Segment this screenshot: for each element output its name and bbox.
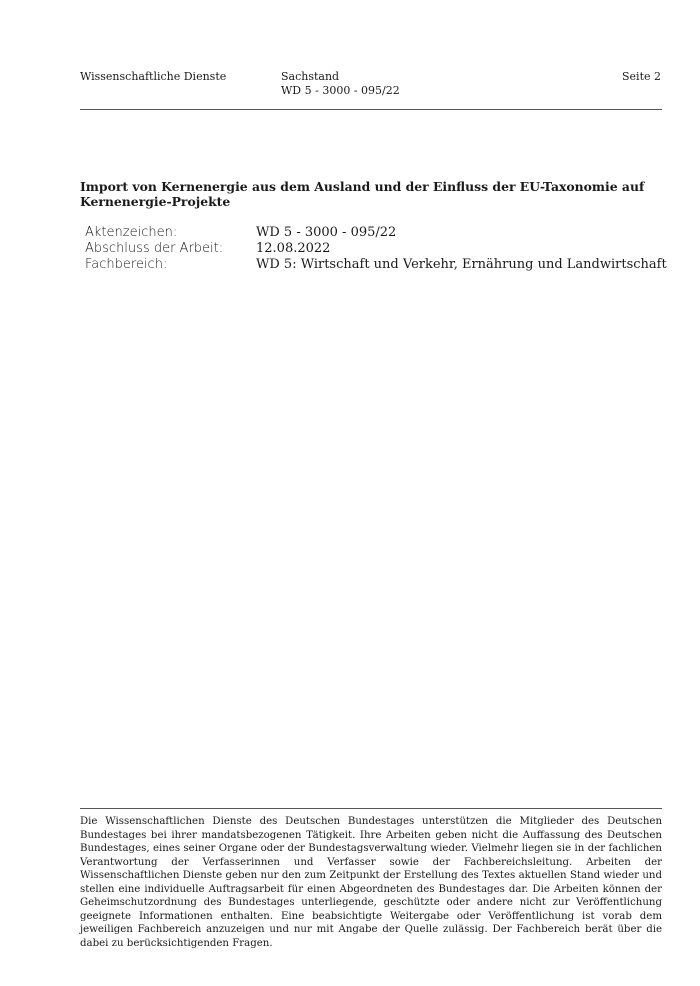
metadata-row-fachbereich [85,257,667,273]
header-page-number: Seite 2 [622,70,661,83]
header-doc-ref: WD 5 - 3000 - 095/22 [281,84,400,97]
metadata-row-abschluss [85,241,667,257]
metadata-value: WD 5 - 3000 - 095/22 [256,225,397,240]
metadata-label: Abschluss der Arbeit: [85,241,224,256]
header-institution: Wissenschaftliche Dienste [80,70,227,83]
disclaimer-text: Die Wissenschaftlichen Dienste des Deutschen Bundestages unterstützen die Mitglieder des Deutschen Bundestages bei ihrer mandatsbezogenen Tätigkeit. Ihre Arbeiten geben nicht die Auffassung des Deutschen Bundestages, eines seiner Organe oder der Bundestagsverwaltung wieder. Vielmehr liegen sie in der fachlichen Verantwortung der Verfasserinnen und Verfasser sowie der Fachbereichsleitung. Arbeiten der Wissenschaftlichen Dienste geben nur den zum Zeitpunkt der Erstellung des Textes aktuellen Stand wieder und stellen eine individuelle Auftragsarbeit für einen Abgeordneten des Bundestages dar. Die Arbeiten können der Geheimschutzordnung des Bundestages unterliegende, geschützte oder andere nicht zur Veröffentlichung geeignete Informationen enthalten. Eine beabsichtigte Weitergabe oder Veröffentlichung ist vorab dem jeweiligen Fachbereich anzuzeigen und nur mit Angabe der Quelle zulässig. Der Fachbereich berät über die dabei zu berücksichtigenden Fragen. [80,816,662,949]
metadata-row-aktenzeichen [85,225,667,241]
metadata-label: Aktenzeichen: [85,225,178,240]
metadata-label: Fachbereich: [85,257,168,272]
metadata-table [85,225,667,273]
metadata-value: WD 5: Wirtschaft und Verkehr, Ernährung und Landwirtschaft [256,257,667,272]
metadata-value: 12.08.2022 [256,241,331,256]
footer-divider [80,808,662,809]
header-divider [80,109,662,110]
header-document-info [281,70,400,98]
header-doc-type: Sachstand [281,70,340,83]
document-title: Import von Kernenergie aus dem Ausland und der Einfluss der EU-Taxonomie auf Kernenergie-Projekte [80,179,645,209]
